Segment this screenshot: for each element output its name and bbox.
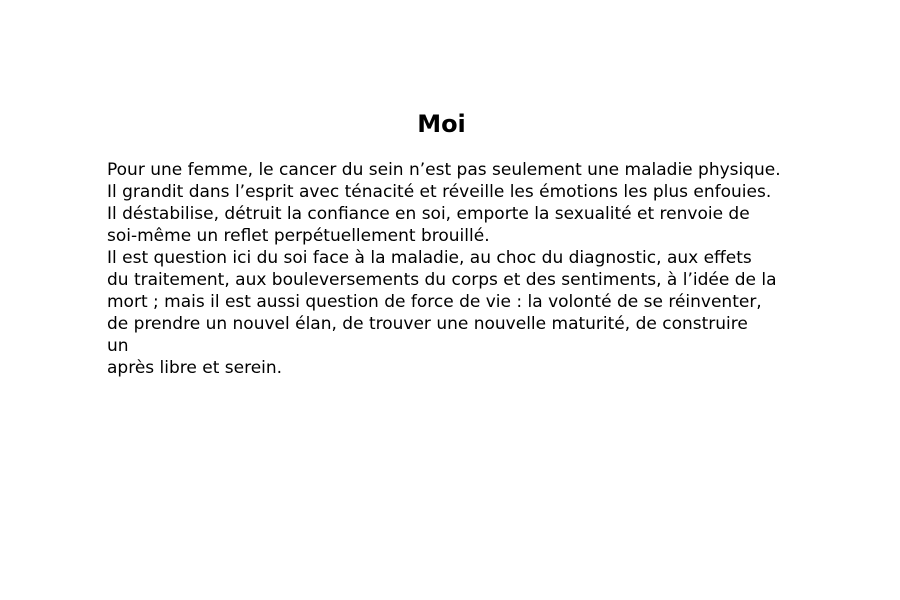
text-line: du traitement, aux bouleversements du corps et des sentiments, à l’idée de la xyxy=(107,270,777,290)
text-line: Il est question ici du soi face à la maladie, au choc du diagnostic, aux effets xyxy=(107,248,752,268)
text-line: Il déstabilise, détruit la confiance en soi, emporte la sexualité et renvoie de xyxy=(107,204,750,224)
text-line: de prendre un nouvel élan, de trouver une nouvelle maturité, de construire xyxy=(107,314,748,334)
text-line: après libre et serein. xyxy=(107,358,283,378)
text-line: soi-même un reflet perpétuellement brouillé. xyxy=(107,226,490,246)
text-line: Pour une femme, le cancer du sein n’est pas seulement une maladie physique. xyxy=(107,160,781,180)
text-line: un xyxy=(107,336,129,356)
document-body xyxy=(107,159,847,379)
text-line: mort ; mais il est aussi question de force de vie : la volonté de se réinventer, xyxy=(107,292,762,312)
document-title: Moi xyxy=(417,110,466,138)
text-line: Il grandit dans l’esprit avec ténacité et réveille les émotions les plus enfouies. xyxy=(107,182,772,202)
